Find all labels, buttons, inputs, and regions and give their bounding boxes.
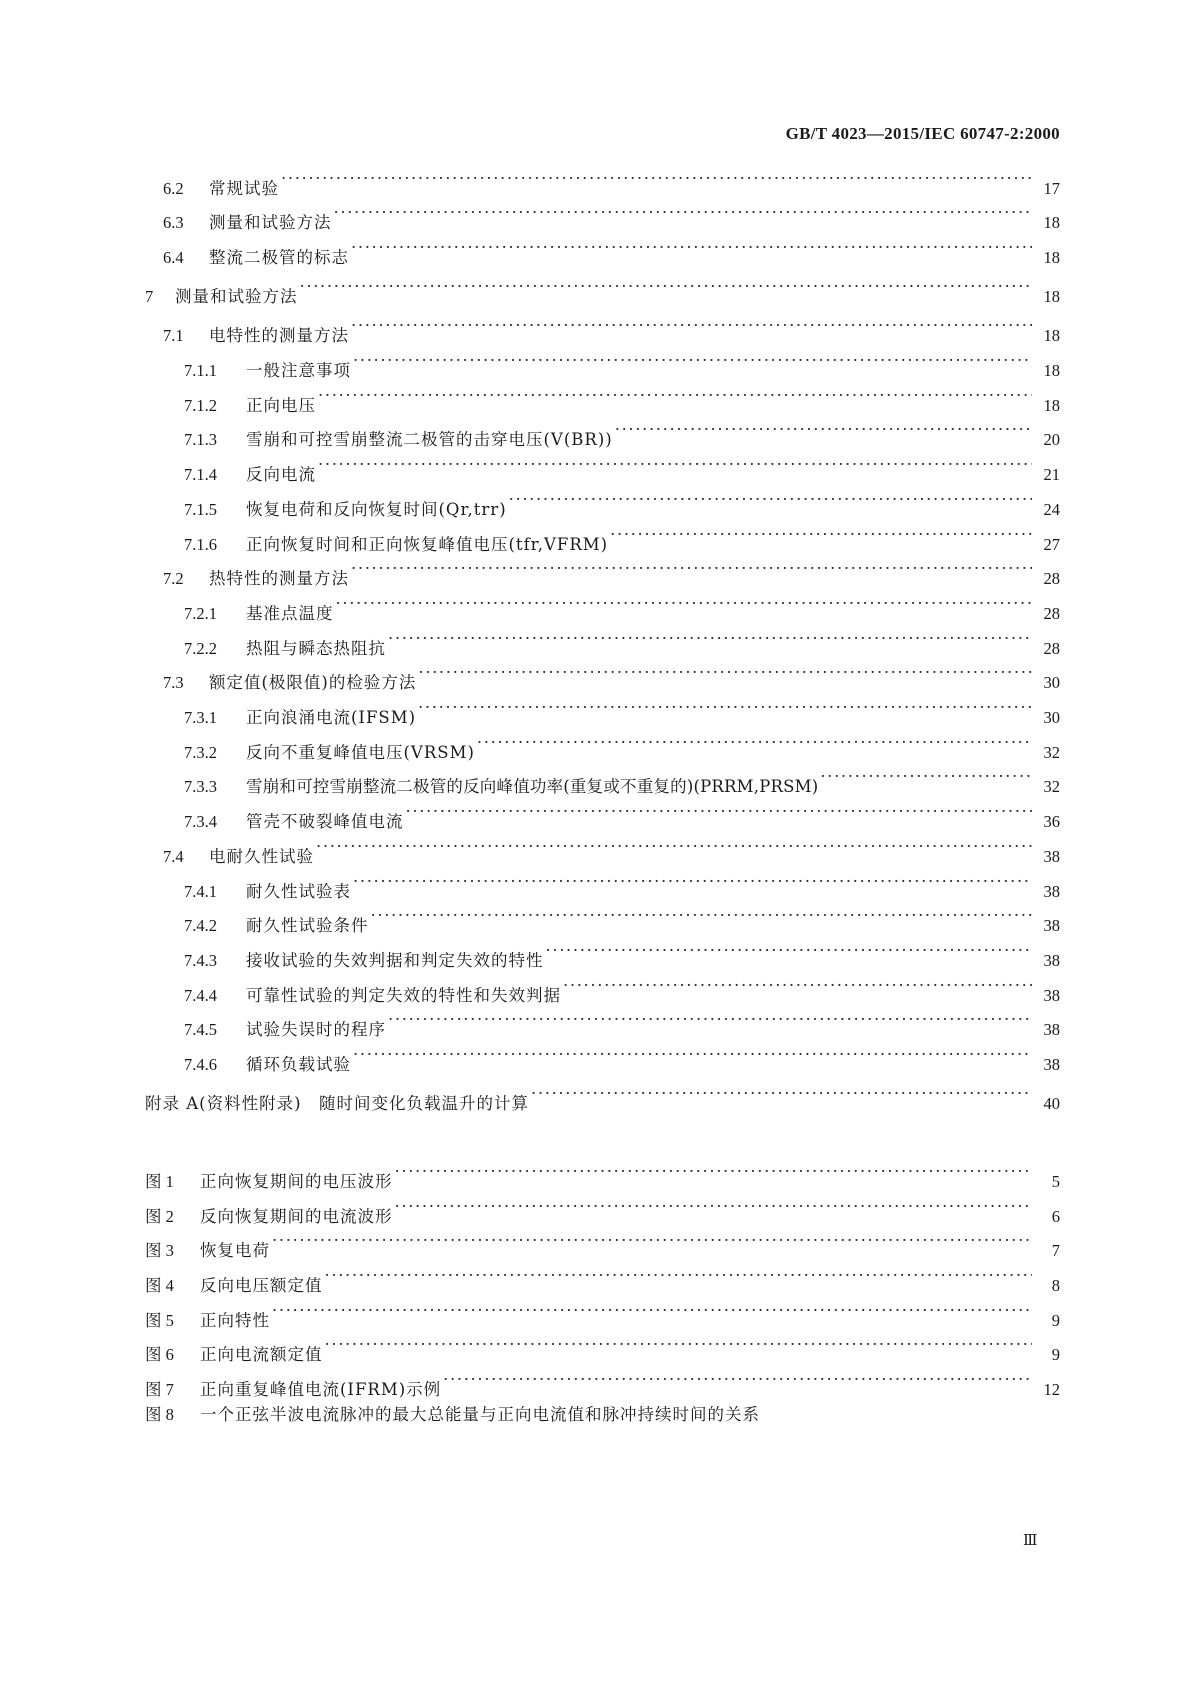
toc-entry-7-2-1[interactable] [0,589,1060,623]
toc-title: 雪崩和可控雪崩整流二极管的反向峰值功率(重复或不重复的)(PRRM,PRSM) [246,777,819,796]
dot-leader [334,198,1033,228]
dot-leader [353,867,1032,897]
toc-number: 7.4.4 [184,986,217,1005]
dot-leader [351,233,1032,263]
figure-number: 图 8 [145,1405,174,1424]
dot-leader [563,971,1032,1001]
toc-page: 30 [1043,708,1060,727]
toc-entry-6-4[interactable] [0,233,1060,267]
toc-number: 7.1.6 [184,535,217,554]
toc-page: 20 [1043,430,1060,449]
toc-number: 7.2.1 [184,604,217,623]
toc-page: 32 [1043,743,1060,762]
dot-leader [300,272,1033,302]
toc-title: 正向恢复时间和正向恢复峰值电压(tfr,VFRM) [246,535,609,554]
toc-title: 恢复电荷和反向恢复时间(Qr,trr) [246,500,507,519]
toc-title: 整流二极管的标志 [209,248,349,267]
toc-entry-7-4-3[interactable] [0,936,1060,970]
toc-page: 27 [1043,535,1060,554]
toc-page: 24 [1043,500,1060,519]
toc-page: 40 [1043,1094,1060,1113]
toc-number: 7.1 [163,326,184,345]
toc-page: 21 [1043,465,1060,484]
figure-page: 7 [1051,1241,1060,1260]
toc-page: 38 [1043,847,1060,866]
dot-leader [325,1261,1033,1291]
toc-number: 7.3.3 [184,777,217,796]
toc-entry-7-1-4[interactable] [0,450,1060,484]
toc-page: 38 [1043,1055,1060,1074]
dot-leader [418,658,1032,688]
figure-entry-4[interactable] [0,1261,1060,1295]
toc-number: 7.1.2 [184,396,217,415]
figure-number: 图 4 [145,1276,174,1295]
toc-title: 电特性的测量方法 [209,326,349,345]
dot-leader [388,1005,1032,1035]
figure-title: 正向重复峰值电流(IFRM)示例 [200,1380,442,1399]
dot-leader [546,936,1033,966]
dot-leader [351,554,1032,584]
toc-entry-7-4-6[interactable] [0,1040,1060,1074]
toc-number: 7.1.4 [184,465,217,484]
toc-page: 38 [1043,882,1060,901]
toc-title: 反向不重复峰值电压(VRSM) [246,743,475,762]
toc-title: 正向电压 [246,396,316,415]
toc-number: 7.3 [163,673,184,692]
toc-title: 热特性的测量方法 [209,569,349,588]
toc-entry-7-1-1[interactable] [0,346,1060,380]
dot-leader [318,450,1032,480]
dot-leader [272,1296,1032,1326]
toc-page: 28 [1043,604,1060,623]
toc-number: 7.4.1 [184,882,217,901]
toc-entry-7-4-2[interactable] [0,901,1060,935]
toc-title: 接收试验的失效判据和判定失效的特性 [246,951,544,970]
toc-title: 常规试验 [209,179,279,198]
toc-title: 试验失误时的程序 [246,1020,386,1039]
figure-number: 图 2 [145,1207,174,1226]
figure-title: 正向特性 [200,1311,270,1330]
toc-title: 正向浪涌电流(IFSM) [246,708,417,727]
toc-title: 耐久性试验表 [246,882,351,901]
figure-page: 12 [1043,1380,1060,1399]
dot-leader [477,728,1032,758]
toc-entry-7-1-2[interactable] [0,381,1060,415]
toc-title: 循环负载试验 [246,1055,351,1074]
toc-entry-7-3[interactable] [0,658,1060,692]
toc-number: 7.1.3 [184,430,217,449]
toc-number: 7.4.3 [184,951,217,970]
toc-number: 6.2 [163,179,184,198]
toc-entry-7-2[interactable] [0,554,1060,588]
toc-entry-7-3-3[interactable] [0,762,1060,796]
toc-number: 7.2.2 [184,639,217,658]
toc-number: 7.3.4 [184,812,217,831]
toc-number: 7.4.5 [184,1020,217,1039]
toc-number: 7.4 [163,847,184,866]
figure-title: 恢复电荷 [200,1241,270,1260]
toc-number: 7 [145,287,154,306]
figure-page: 9 [1051,1345,1060,1364]
dot-leader [272,1226,1032,1256]
dot-leader [820,762,1032,792]
figure-entry-6[interactable] [0,1330,1060,1364]
figure-entry-3[interactable] [0,1226,1060,1260]
dot-leader [281,164,1032,194]
dot-leader [318,381,1032,411]
toc-number: 7.3.1 [184,708,217,727]
toc-title: 电耐久性试验 [209,847,314,866]
figure-number: 图 7 [145,1380,174,1399]
dot-leader [395,1192,1033,1222]
toc-page: 28 [1043,569,1060,588]
toc-page: 17 [1043,179,1060,198]
dot-leader [351,311,1032,341]
figure-entry-5[interactable] [0,1296,1060,1330]
toc-page: 38 [1043,916,1060,935]
toc-entry-6-2[interactable] [0,164,1060,198]
figure-entry-1[interactable] [0,1157,1060,1191]
toc-entry-7-4-4[interactable] [0,971,1060,1005]
toc-page: 38 [1043,951,1060,970]
figure-number: 图 6 [145,1345,174,1364]
figure-entry-7[interactable] [0,1365,1060,1399]
toc-entry-7-1-6[interactable] [0,520,1060,554]
figure-entry-2[interactable] [0,1192,1060,1226]
toc-entry-7-1[interactable] [0,311,1060,345]
toc-title: 耐久性试验条件 [246,916,369,935]
toc-number: 7.3.2 [184,743,217,762]
toc-title: 额定值(极限值)的检验方法 [209,673,417,692]
dot-leader [406,797,1033,827]
toc-page: 30 [1043,673,1060,692]
toc-number: 6.4 [163,248,184,267]
toc-page: 18 [1043,287,1060,306]
dot-leader [325,1330,1033,1360]
toc-entry-7-4-1[interactable] [0,867,1060,901]
dot-leader [371,901,1033,931]
dot-leader [610,520,1032,550]
toc-title: 可靠性试验的判定失效的特性和失效判据 [246,986,561,1005]
toc-entry-7-1-3[interactable] [0,415,1060,449]
figure-title: 一个正弦半波电流脉冲的最大总能量与正向电流值和脉冲持续时间的关系 [200,1405,760,1424]
toc-entry-7-3-4[interactable] [0,797,1060,831]
figure-page: 9 [1051,1311,1060,1330]
toc-entry-7-3-1[interactable] [0,693,1060,727]
figure-title: 正向恢复期间的电压波形 [200,1172,393,1191]
toc-page: 32 [1043,777,1060,796]
toc-number: 7.2 [163,569,184,588]
toc-page: 18 [1043,396,1060,415]
toc-title: 反向电流 [246,465,316,484]
toc-page: 38 [1043,986,1060,1005]
toc-page: 28 [1043,639,1060,658]
dot-leader [353,1040,1032,1070]
figure-title: 正向电流额定值 [200,1345,323,1364]
toc-number: 7.1.5 [184,500,217,519]
toc-page: 18 [1043,248,1060,267]
toc-page: 18 [1043,213,1060,232]
dot-leader [336,589,1033,619]
figure-page: 8 [1051,1276,1060,1295]
toc-title: 管壳不破裂峰值电流 [246,812,404,831]
figure-entry-8[interactable] [0,1400,1060,1430]
toc-page: 36 [1043,812,1060,831]
toc-entry-7-2-2[interactable] [0,624,1060,658]
dot-leader [509,485,1032,515]
toc-title: 雪崩和可控雪崩整流二极管的击穿电压(V(BR)) [246,430,613,449]
toc-entry-7-4[interactable] [0,832,1060,866]
toc-entry-7[interactable] [0,272,1060,306]
figure-page: 6 [1051,1207,1060,1226]
figure-page: 5 [1051,1172,1060,1191]
dot-leader [353,346,1032,376]
figure-number: 图 1 [145,1172,174,1191]
toc-title: 热阻与瞬态热阻抗 [246,639,386,658]
dot-leader [316,832,1032,862]
page-number-roman: Ⅲ [1023,1533,1038,1549]
toc-entry-6-3[interactable] [0,198,1060,232]
toc-entry-7-3-2[interactable] [0,728,1060,762]
toc-page: 18 [1043,326,1060,345]
toc-title: 附录 A(资料性附录) 随时间变化负载温升的计算 [145,1094,530,1113]
toc-title: 基准点温度 [246,604,334,623]
toc-number: 6.3 [163,213,184,232]
header-standard-number: GB/T 4023—2015/IEC 60747-2:2000 [785,124,1060,143]
toc-entry-7-1-5[interactable] [0,485,1060,519]
figure-title: 反向恢复期间的电流波形 [200,1207,393,1226]
figure-number: 图 5 [145,1311,174,1330]
toc-title: 测量和试验方法 [175,287,298,306]
dot-leader [388,624,1032,654]
dot-leader [443,1365,1032,1395]
dot-leader [395,1157,1033,1187]
toc-number: 7.1.1 [184,361,217,380]
toc-page: 38 [1043,1020,1060,1039]
toc-page: 18 [1043,361,1060,380]
toc-title: 测量和试验方法 [209,213,332,232]
dot-leader [418,693,1032,723]
toc-title: 一般注意事项 [246,361,351,380]
figure-title: 反向电压额定值 [200,1276,323,1295]
toc-number: 7.4.2 [184,916,217,935]
dot-leader [531,1079,1032,1109]
figure-number: 图 3 [145,1241,174,1260]
toc-entry-7-4-5[interactable] [0,1005,1060,1039]
dot-leader [615,415,1032,445]
toc-number: 7.4.6 [184,1055,217,1074]
toc-entry-appendix-a[interactable] [0,1079,1060,1113]
